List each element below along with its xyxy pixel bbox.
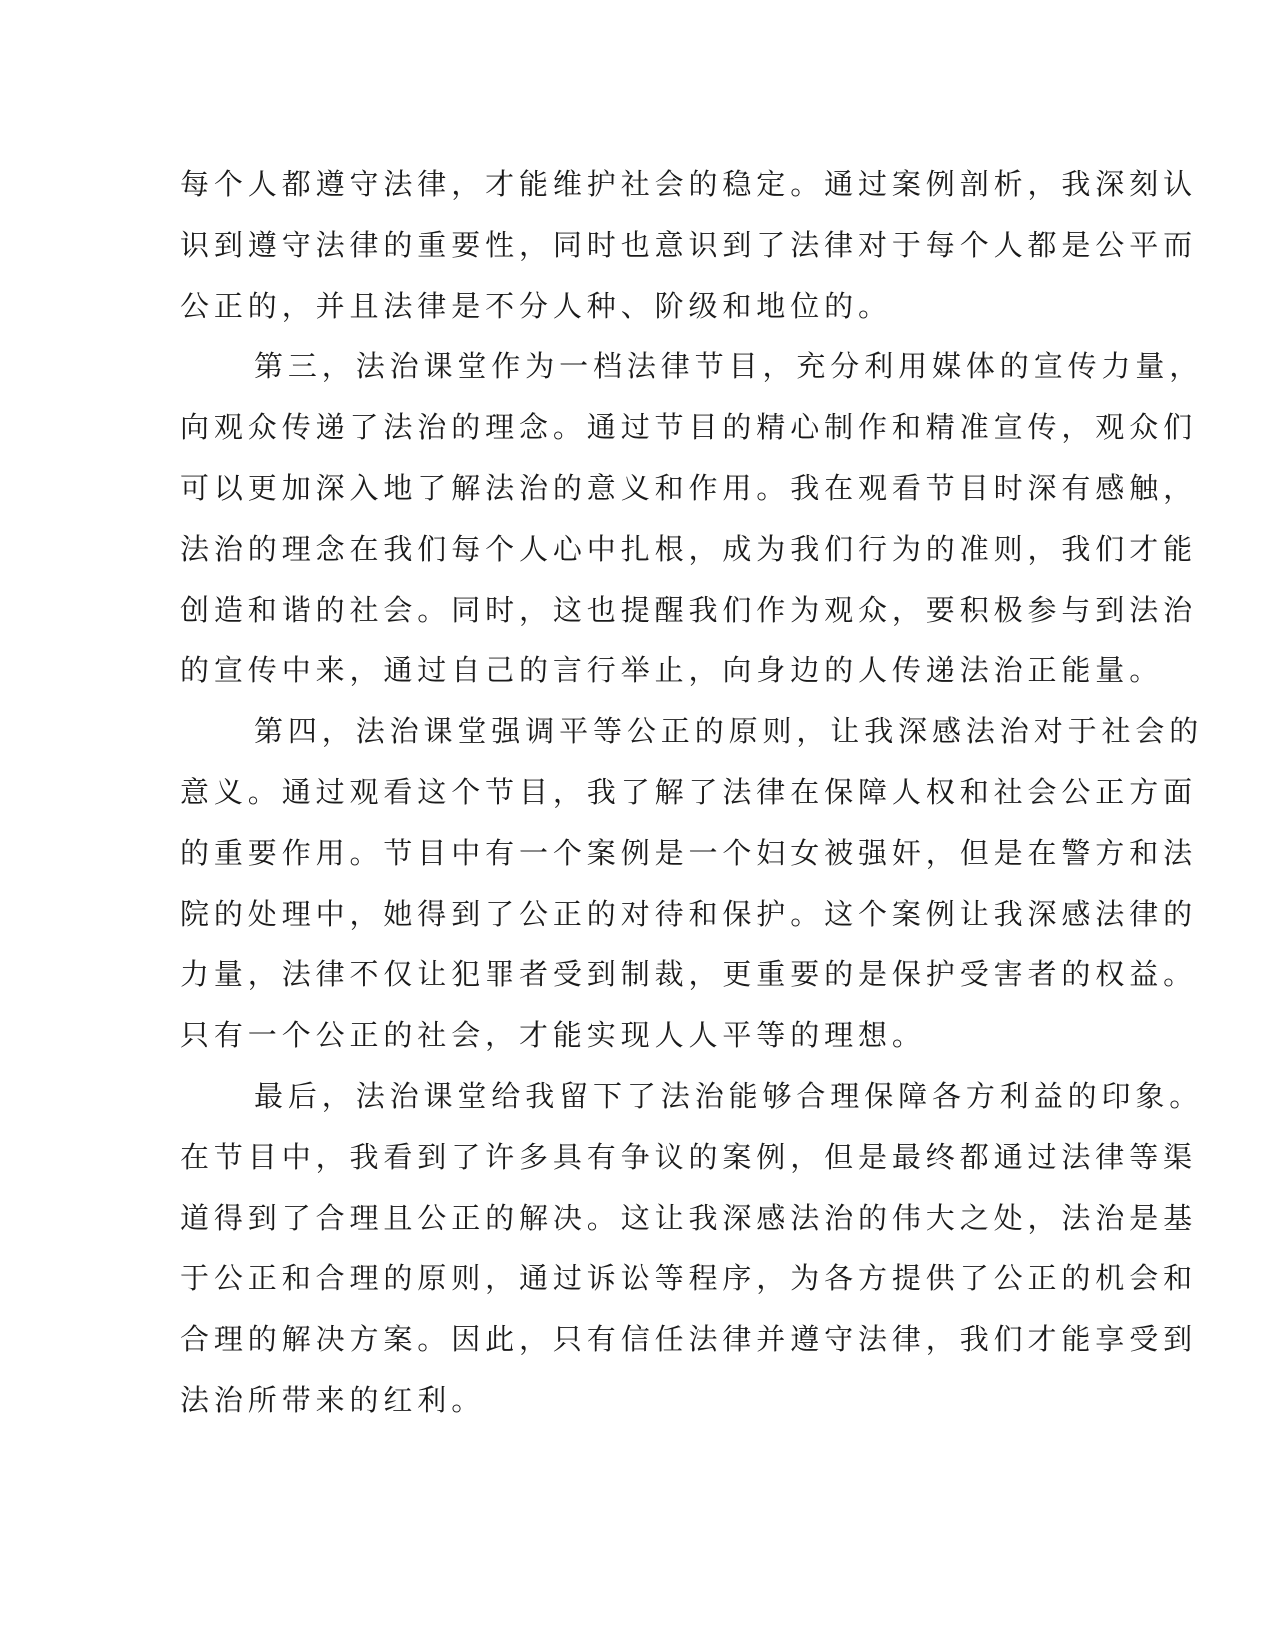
text-line: 只有一个公正的社会，才能实现人人平等的理想。 [180,1018,926,1053]
text-line: 向观众传递了法治的理念。通过节目的精心制作和精准宣传，观众们 [180,410,1198,445]
text-line: 创造和谐的社会。同时，这也提醒我们作为观众，要积极参与到法治 [180,592,1198,627]
paragraph-start-line: 第三，法治课堂作为一档法律节目，充分利用媒体的宣传力量， [254,349,1204,384]
text-line: 的重要作用。节目中有一个案例是一个妇女被强奸，但是在警方和法 [180,835,1198,870]
paragraph-start-line: 第四，法治课堂强调平等公正的原则，让我深感法治对于社会的 [254,714,1204,749]
paragraph-start-line: 最后，法治课堂给我留下了法治能够合理保障各方利益的印象。 [254,1078,1204,1113]
text-line: 力量，法律不仅让犯罪者受到制裁，更重要的是保护受害者的权益。 [180,957,1198,992]
text-line: 法治的理念在我们每个人心中扎根，成为我们行为的准则，我们才能 [180,531,1198,566]
text-line: 每个人都遵守法律，才能维护社会的稳定。通过案例剖析，我深刻认 [180,167,1198,201]
text-line: 识到遵守法律的重要性，同时也意识到了法律对于每个人都是公平而 [180,227,1198,262]
document-body [180,154,1204,1431]
text-line: 公正的，并且法律是不分人种、阶级和地位的。 [180,288,892,323]
text-line: 在节目中，我看到了许多具有争议的案例，但是最终都通过法律等渠 [180,1139,1198,1174]
text-line: 院的处理中，她得到了公正的对待和保护。这个案例让我深感法律的 [180,896,1198,931]
text-line: 意义。通过观看这个节目，我了解了法律在保障人权和社会公正方面 [180,774,1198,809]
text-line: 可以更加深入地了解法治的意义和作用。我在观看节目时深有感触， [180,470,1198,505]
text-line: 的宣传中来，通过自己的言行举止，向身边的人传递法治正能量。 [180,653,1164,688]
text-line: 合理的解决方案。因此，只有信任法律并遵守法律，我们才能享受到 [180,1322,1198,1357]
text-line: 道得到了合理且公正的解决。这让我深感法治的伟大之处，法治是基 [180,1200,1198,1235]
text-line: 于公正和合理的原则，通过诉讼等程序，为各方提供了公正的机会和 [180,1261,1198,1296]
text-line: 法治所带来的红利。 [180,1382,486,1417]
